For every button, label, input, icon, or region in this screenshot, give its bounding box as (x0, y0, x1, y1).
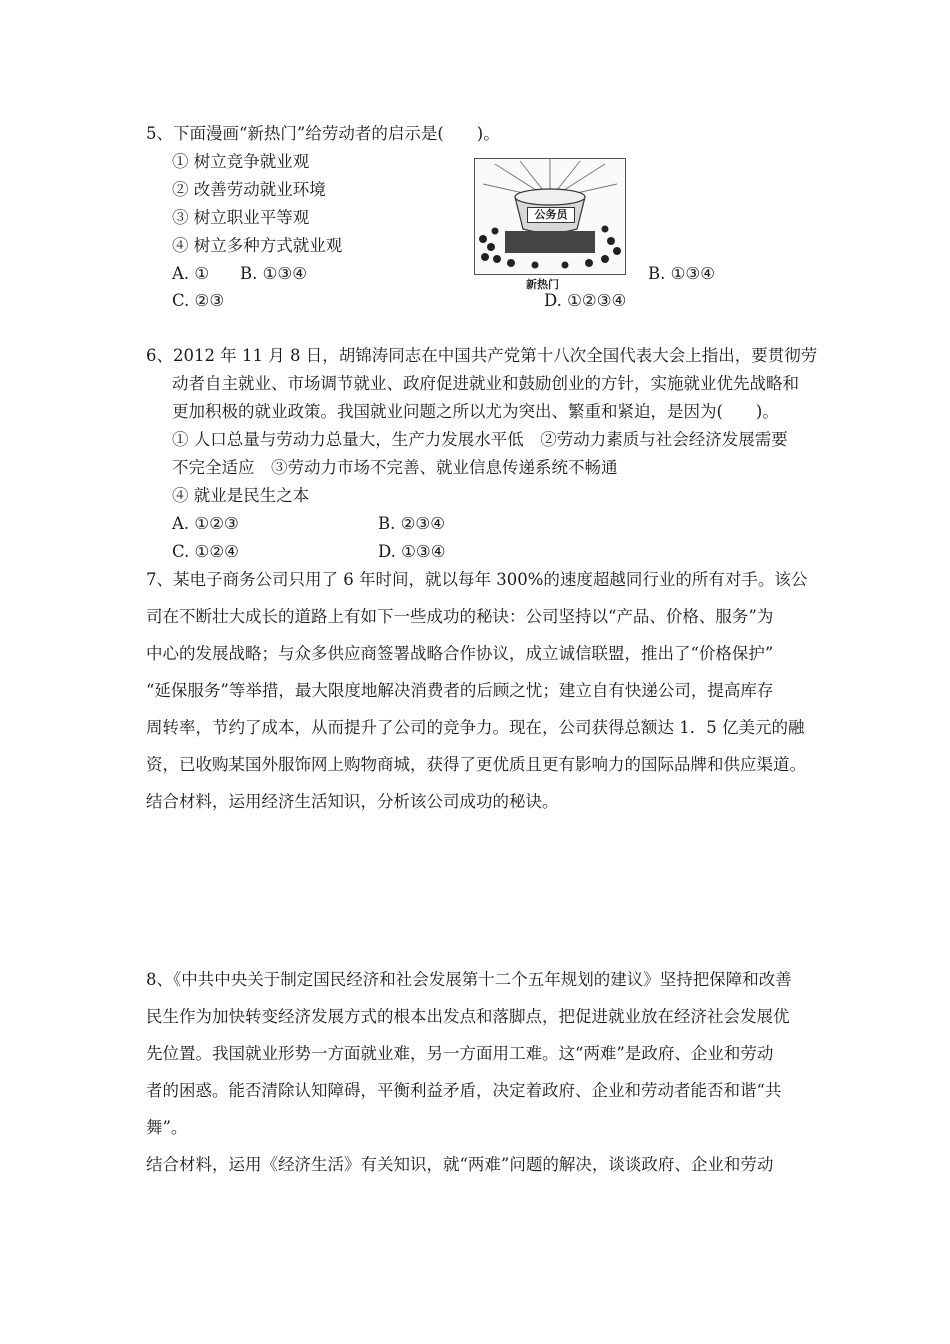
cartoon-image (474, 158, 626, 275)
q6-line-5: 不完全适应 ③劳动力市场不完善、就业信息传递系统不畅通 (172, 458, 618, 477)
q7-line-6: 资，已收购某国外服饰网上购物商城，获得了更优质且更有影响力的国际品牌和供应渠道。 (146, 755, 806, 774)
q7-line-1: 7、某电子商务公司只用了 6 年时间，就以每年 300%的速度超越同行业的所有对手。该公 (146, 570, 808, 589)
q5-option-3: ③ 树立职业平等观 (172, 208, 310, 227)
q5-option-2: ② 改善劳动就业环境 (172, 180, 326, 199)
q8-line-5: 舞”。 (146, 1118, 188, 1137)
q8-line-2: 民生作为加快转变经济发展方式的根本出发点和落脚点，把促进就业放在经济社会发展优 (146, 1007, 790, 1026)
q8-line-1: 8、《中共中央关于制定国民经济和社会发展第十二个五年规划的建议》坚持把保障和改善 (146, 970, 792, 989)
q5-choice-c: C. ②③ (172, 291, 225, 310)
q5-choice-b-left: B. ①③④ (240, 264, 307, 283)
q7-line-5: 周转率，节约了成本，从而提升了公司的竞争力。现在，公司获得总额达 1．5 亿美元的融 (146, 718, 805, 737)
q7-line-3: 中心的发展战略；与众多供应商签署战略合作协议，成立诚信联盟，推出了“价格保护” (146, 644, 774, 663)
q6-line-6: ④ 就业是民生之本 (172, 486, 310, 505)
q6-choice-b: B. ②③④ (378, 514, 445, 533)
q8-line-3: 先位置。我国就业形势一方面就业难，另一方面用工难。这“两难”是政府、企业和劳动 (146, 1044, 774, 1063)
q8-line-6: 结合材料，运用《经济生活》有关知识，就“两难”问题的解决，谈谈政府、企业和劳动 (146, 1155, 774, 1174)
q5-option-1: ① 树立竞争就业观 (172, 152, 310, 171)
q6-line-3: 更加积极的就业政策。我国就业问题之所以尤为突出、繁重和紧迫，是因为( )。 (172, 402, 779, 421)
q6-line-4: ① 人口总量与劳动力总量大，生产力发展水平低 ②劳动力素质与社会经济发展需要 (172, 430, 788, 449)
q6-choice-c: C. ①②④ (172, 542, 239, 561)
q8-line-4: 者的困惑。能否清除认知障碍，平衡利益矛盾，决定着政府、企业和劳动者能否和谐“共 (146, 1081, 782, 1100)
q5-option-4: ④ 树立多种方式就业观 (172, 236, 343, 255)
cartoon-caption: 新热门 (526, 278, 559, 291)
q6-line-1: 6、2012 年 11 月 8 日，胡锦涛同志在中国共产党第十八次全国代表大会上指出，要贯彻劳 (146, 346, 818, 365)
cartoon-label: 公务员 (527, 207, 575, 223)
q6-choice-d: D. ①③④ (378, 542, 446, 561)
q7-line-4: “延保服务”等举措，最大限度地解决消费者的后顾之忧；建立自有快递公司，提高库存 (146, 681, 774, 700)
q6-line-2: 动者自主就业、市场调节就业、政府促进就业和鼓励创业的方针，实施就业优先战略和 (172, 374, 799, 393)
q5-choice-d: D. ①②③④ (544, 291, 627, 310)
q5-choice-b-right: B. ①③④ (648, 264, 715, 283)
q5-stem: 5、下面漫画“新热门”给劳动者的启示是( )。 (146, 124, 500, 143)
q7-line-2: 司在不断壮大成长的道路上有如下一些成功的秘诀：公司坚持以“产品、价格、服务”为 (146, 607, 774, 626)
q6-choice-a: A. ①②③ (172, 514, 239, 533)
q7-line-7: 结合材料，运用经济生活知识，分析该公司成功的秘诀。 (146, 792, 559, 811)
q5-choice-a: A. ① (172, 264, 210, 283)
